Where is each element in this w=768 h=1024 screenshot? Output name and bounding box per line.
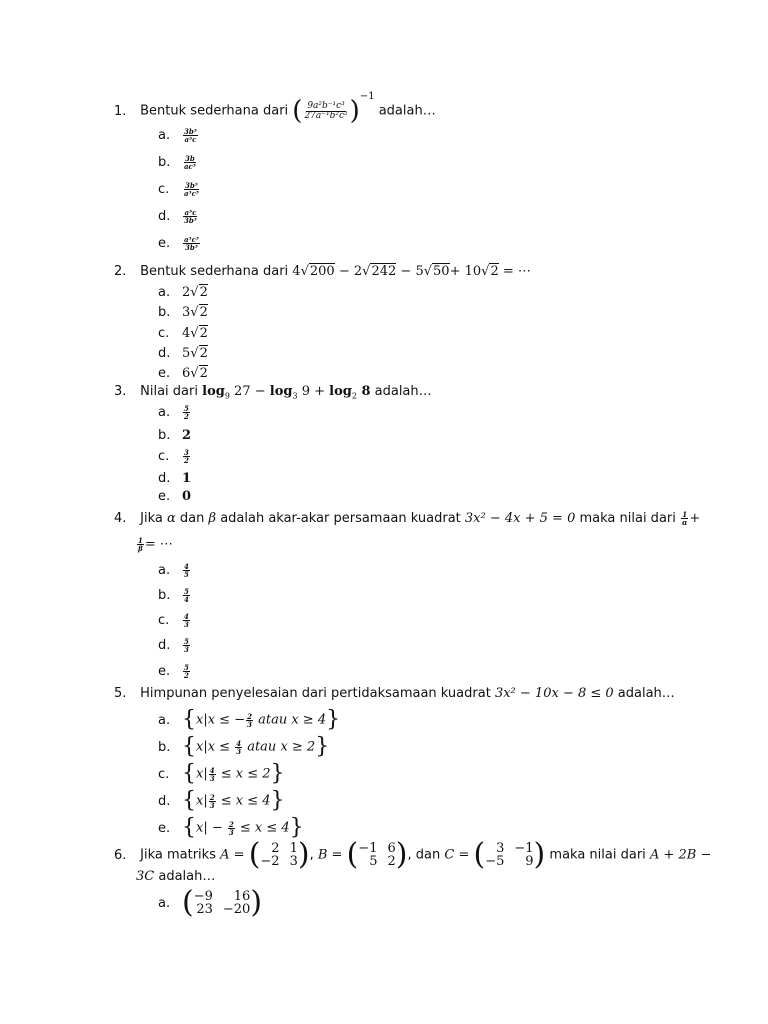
question-text: Bentuk sederhana dari: [140, 264, 289, 279]
coefficient: 2: [182, 285, 191, 300]
matrix-a-label: A =: [220, 847, 245, 863]
matrix-c: ( 3 −1 −5 9 ): [473, 837, 546, 872]
right-brace: }: [270, 788, 285, 813]
denominator: 3b³: [184, 216, 197, 225]
denominator: 4: [184, 595, 189, 604]
option-1b[interactable]: [158, 154, 198, 172]
coefficient: 4: [292, 264, 301, 279]
fraction-one-over-alpha: [681, 511, 688, 526]
equals-tail: = ⋯: [498, 264, 531, 279]
question-suffix: adalah…: [617, 686, 675, 701]
left-brace: {: [182, 815, 196, 840]
matrix-answer: ( −9 16 23 −20 ): [182, 885, 263, 920]
option-letter: c.: [158, 182, 170, 197]
numerator: 4: [236, 738, 242, 748]
fraction: [183, 563, 190, 578]
numerator: 4: [184, 612, 189, 621]
option-4c[interactable]: [158, 612, 191, 630]
fraction: [246, 713, 253, 728]
option-letter: a.: [158, 712, 171, 728]
question-text: Bentuk sederhana dari: [140, 103, 289, 119]
coefficient: 5: [415, 264, 424, 279]
separator: ,: [309, 847, 314, 863]
operator: −: [396, 264, 416, 279]
fraction-one-over-beta: [137, 537, 144, 552]
right-brace: }: [289, 815, 304, 840]
matrix-b: ( −1 6 5 2 ): [346, 837, 408, 872]
equation: 3x² − 4x + 5 = 0: [464, 511, 576, 526]
beta-symbol: β: [208, 511, 217, 526]
option-letter: d.: [158, 209, 171, 224]
coefficient: 10: [464, 264, 482, 279]
numerator: 5: [184, 663, 189, 672]
option-3d[interactable]: [158, 470, 191, 488]
set-expression: x|x ≤: [196, 739, 235, 755]
numerator: 5: [184, 637, 189, 646]
question-6: [114, 837, 712, 872]
denominator: 3b³: [185, 243, 198, 252]
fraction: [183, 182, 200, 197]
coefficient: 5: [182, 346, 191, 361]
numerator: 3: [184, 448, 189, 457]
option-letter: b.: [158, 588, 171, 603]
denominator: ac⁵: [184, 162, 196, 171]
option-5b[interactable]: [158, 736, 329, 758]
option-letter: c.: [158, 766, 170, 782]
denominator: 3: [209, 773, 215, 783]
radical-expression: 4√200 − 2√242 − 5√50+ 10√2 = ⋯: [292, 264, 531, 279]
exponent: −1: [359, 91, 375, 103]
radicand: 2: [199, 285, 208, 300]
equals-tail: = ⋯: [144, 537, 173, 552]
question-number: 1.: [114, 103, 127, 119]
radicand: 2: [199, 326, 208, 341]
denominator: α: [682, 518, 688, 527]
numerator: 1: [138, 536, 143, 545]
fraction: [228, 821, 235, 836]
question-text: maka nilai dari: [549, 847, 646, 863]
option-letter: c.: [158, 449, 170, 464]
option-6a[interactable]: [158, 885, 263, 920]
log-operator: log: [329, 384, 352, 399]
numerator: a³c: [184, 208, 197, 217]
option-letter: b.: [158, 305, 171, 320]
fraction: [183, 638, 190, 653]
left-brace: {: [182, 761, 196, 786]
option-letter: e.: [158, 366, 171, 381]
question-text: Nilai dari: [140, 384, 198, 399]
option-5e[interactable]: [158, 817, 304, 839]
matrix-expression: 3C: [136, 869, 155, 884]
matrix-b-label: B =: [317, 847, 343, 863]
log-operator: log: [269, 384, 293, 399]
numerator: 3b: [185, 154, 195, 163]
alpha-symbol: α: [167, 511, 176, 526]
fraction: [183, 236, 200, 251]
option-2e[interactable]: [158, 365, 208, 383]
question-suffix: adalah…: [374, 384, 432, 399]
option-letter: d.: [158, 793, 171, 809]
option-letter: a.: [158, 405, 171, 420]
question-suffix: adalah…: [158, 869, 216, 884]
option-letter: a.: [158, 285, 171, 300]
option-letter: b.: [158, 155, 171, 170]
set-expression: atau x ≥ 2: [243, 739, 316, 755]
right-brace: }: [270, 761, 285, 786]
numerator: 4: [209, 765, 215, 775]
option-letter: d.: [158, 471, 171, 486]
coefficient: 6: [182, 366, 191, 381]
set-expression: x|: [196, 793, 208, 809]
option-1d[interactable]: [158, 208, 199, 226]
fraction: [209, 794, 216, 809]
option-letter: b.: [158, 739, 171, 755]
option-4b[interactable]: [158, 587, 191, 605]
option-2d[interactable]: [158, 345, 208, 363]
left-brace: {: [182, 734, 196, 759]
denominator: 5: [184, 570, 189, 579]
option-letter: e.: [158, 236, 171, 251]
operator: −: [334, 264, 354, 279]
option-1c[interactable]: [158, 181, 201, 199]
denominator: 3: [184, 620, 189, 629]
left-brace: {: [182, 707, 196, 732]
fraction: [209, 767, 216, 782]
radical-answer: 5√2: [182, 346, 208, 361]
log-argument: 27 −: [229, 384, 270, 399]
coefficient: 4: [182, 326, 191, 341]
option-letter: e.: [158, 489, 171, 504]
option-3e[interactable]: [158, 488, 191, 506]
radicand: 2: [199, 305, 208, 320]
fraction: [303, 102, 348, 121]
fraction: [183, 209, 198, 224]
right-brace: }: [315, 734, 330, 759]
left-brace: {: [182, 788, 196, 813]
numerator: 5: [184, 404, 189, 413]
numerator: 2: [247, 711, 252, 721]
option-letter: d.: [158, 346, 171, 361]
radicand: 200: [309, 264, 335, 279]
denominator: 2: [184, 412, 189, 421]
fraction: [183, 128, 198, 143]
question-5: [114, 685, 675, 703]
question-text: maka nilai dari: [579, 511, 676, 526]
fraction: [183, 449, 190, 464]
numerator: 4: [184, 562, 189, 571]
right-paren: ): [349, 96, 360, 126]
fraction: [183, 155, 197, 170]
question-text: dan: [179, 511, 205, 526]
option-letter: e.: [158, 820, 171, 836]
numerator: 9a²b⁻¹c³: [307, 100, 345, 111]
denominator: 2: [184, 671, 189, 680]
option-value: 2: [182, 428, 192, 443]
radicand: 242: [371, 264, 397, 279]
numerator: 2: [209, 792, 215, 802]
option-letter: a.: [158, 128, 171, 143]
fraction: [183, 405, 190, 420]
numerator: a³c⁵: [184, 235, 199, 244]
radicand: 2: [199, 346, 208, 361]
fraction: [183, 613, 190, 628]
log-argument: 9 +: [297, 384, 330, 399]
log-argument: 8: [356, 384, 371, 399]
question-number: 2.: [114, 264, 127, 279]
option-3b[interactable]: [158, 427, 191, 445]
option-letter: e.: [158, 664, 171, 679]
coefficient: 2: [353, 264, 363, 279]
denominator: 3: [209, 800, 215, 810]
option-letter: c.: [158, 326, 170, 341]
option-1e[interactable]: [158, 235, 201, 253]
question-text: Himpunan penyelesaian dari pertidaksamaan kuadrat: [140, 686, 491, 701]
question-3: [114, 383, 432, 406]
denominator: a³c: [184, 135, 197, 144]
denominator: a³c⁵: [184, 189, 199, 198]
option-1a[interactable]: [158, 127, 199, 145]
denominator: 3: [228, 827, 234, 837]
option-2c[interactable]: [158, 325, 208, 343]
option-value: 1: [182, 471, 192, 486]
set-expression: atau x ≥ 4: [253, 712, 327, 728]
radicand: 2: [199, 366, 208, 381]
question-text: Jika matriks: [140, 847, 216, 863]
question-text: Jika: [140, 511, 163, 526]
inequality: 3x² − 10x − 8 ≤ 0: [494, 686, 614, 701]
separator: ,: [407, 847, 412, 863]
option-2a[interactable]: [158, 284, 208, 302]
question-6-continued: [136, 868, 215, 886]
plus-sign: +: [689, 511, 701, 526]
numerator: 3b³: [184, 127, 197, 136]
denominator: 3: [236, 746, 242, 756]
question-text: dan: [415, 847, 441, 863]
log-base: 2: [351, 391, 357, 401]
log-operator: log: [202, 384, 225, 399]
left-paren: (: [292, 96, 303, 126]
numerator: 2: [228, 819, 234, 829]
option-4d[interactable]: [158, 637, 191, 655]
question-number: 4.: [114, 511, 127, 526]
set-expression: ≤ x ≤ 2: [216, 766, 271, 782]
radical-answer: 4√2: [182, 326, 208, 341]
set-expression: x|: [196, 766, 208, 782]
set-expression: x|x ≤ −: [196, 712, 246, 728]
set-expression: x| −: [196, 820, 227, 836]
matrix-expression: A + 2B −: [649, 847, 712, 863]
question-number: 5.: [114, 686, 127, 701]
option-letter: a.: [158, 563, 171, 578]
option-letter: c.: [158, 613, 170, 628]
denominator: β: [138, 544, 143, 553]
matrix-c-label: C =: [444, 847, 470, 863]
fraction: [235, 740, 242, 755]
option-5a[interactable]: [158, 709, 340, 731]
option-4e[interactable]: [158, 663, 191, 681]
option-letter: b.: [158, 428, 171, 443]
question-suffix: adalah…: [378, 103, 436, 119]
option-3c[interactable]: [158, 448, 191, 466]
denominator: 3: [184, 645, 189, 654]
question-number: 6.: [114, 847, 127, 863]
option-4a[interactable]: [158, 562, 191, 580]
set-expression: ≤ x ≤ 4: [216, 793, 271, 809]
radical-answer: 3√2: [182, 305, 208, 320]
denominator: 2: [184, 456, 189, 465]
denominator: 27a⁻¹b²c²: [304, 110, 348, 121]
question-1: [114, 91, 436, 126]
question-number: 3.: [114, 384, 127, 399]
radicand: 50: [433, 264, 450, 279]
log-base: 3: [292, 391, 298, 401]
radical-answer: 2√2: [182, 285, 208, 300]
denominator: 3: [247, 719, 252, 729]
log-expression: [202, 384, 370, 399]
radicand: 2: [490, 264, 499, 279]
numerator: 3b³: [185, 181, 198, 190]
radical-answer: 6√2: [182, 366, 208, 381]
question-text: adalah akar-akar persamaan kuadrat: [220, 511, 461, 526]
set-expression: ≤ x ≤ 4: [235, 820, 290, 836]
log-base: 9: [224, 391, 230, 401]
option-letter: d.: [158, 638, 171, 653]
question-2: [114, 263, 531, 281]
question-4: [114, 510, 700, 528]
matrix-a: ( 2 1 −2 3 ): [248, 837, 310, 872]
option-3a[interactable]: [158, 404, 191, 422]
option-5c[interactable]: [158, 763, 285, 785]
numerator: 5: [184, 587, 189, 596]
option-value: 0: [182, 489, 192, 504]
operator: +: [449, 264, 465, 279]
option-2b[interactable]: [158, 304, 208, 322]
fraction: [183, 664, 190, 679]
option-letter: a.: [158, 895, 171, 911]
fraction: [183, 588, 190, 603]
coefficient: 3: [182, 305, 191, 320]
question-4-continued: [136, 536, 173, 554]
option-5d[interactable]: [158, 790, 285, 812]
right-brace: }: [326, 707, 341, 732]
numerator: 1: [682, 510, 688, 519]
